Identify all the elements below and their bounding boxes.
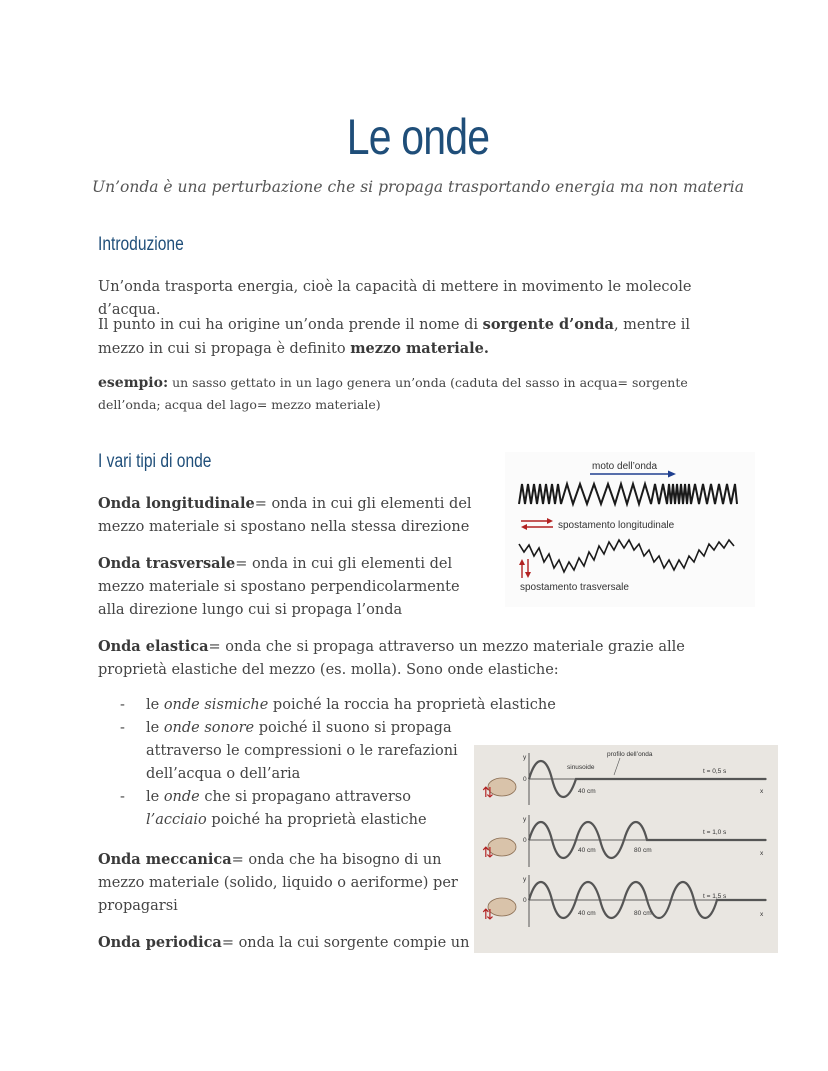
paragraph-onda-longitudinale [98,492,478,539]
text: = onda che si propaga attraverso un mezzo materiale grazie alle proprietà elastiche del mezzo (es. molla). Sono onde elastiche: [98,639,685,678]
up-down-arrow-icon: ⇅ [482,844,494,860]
text: poiché la roccia ha proprietà elastiche [268,697,556,713]
longitudinal-spring [519,484,737,504]
label-40cm: 40 cm [578,788,596,795]
text: le [146,697,164,713]
text: = onda in cui gli elementi del mezzo materiale si spostano perpendicolarmente alla direzione lungo cui si propaga l’onda [98,556,460,618]
label-origin: 0 [523,897,527,904]
term-periodica: Onda periodica [98,934,222,951]
label-origin: 0 [523,837,527,844]
text: le [146,789,164,805]
term-elastica: Onda elastica [98,638,209,655]
label-spostamento-trasversale: spostamento trasversale [520,582,629,593]
label-80cm: 80 cm [634,910,652,917]
label-80cm: 80 cm [634,847,652,854]
italic-term: onde [163,789,200,805]
figure-wave-profile [474,745,778,953]
label-spostamento-longitudinale: spostamento longitudinale [558,520,675,531]
text: = onda che ha bisogno di un mezzo materiale (solido, liquido o aeriforme) per propagarsi [98,852,458,914]
bold-term: sorgente d’onda [482,316,614,333]
term-meccanica: Onda meccanica [98,851,232,868]
label-40cm: 40 cm [578,847,596,854]
list-item [120,694,566,717]
label-sinusoide: sinusoide [567,764,595,771]
arrow-head-icon [521,524,527,530]
wave-row-3 [482,875,767,927]
elastic-waves-list [120,694,556,832]
label-time-3: t = 1,5 s [703,893,727,900]
example-label: esempio: [98,375,169,391]
list-dash: - [120,789,125,805]
italic-term: onde sismiche [163,697,269,713]
up-down-arrow-icon: ⇅ [482,784,494,800]
text: = onda la cui sorgente compie un [221,935,470,951]
label-40cm: 40 cm [578,910,596,917]
arrow-head-icon [668,471,676,478]
paragraph-onda-elastica [98,635,738,682]
label-y: y [523,876,527,883]
term-longitudinale: Onda longitudinale [98,495,255,512]
paragraph-onda-meccanica [98,848,458,918]
arrow-head-icon [525,572,531,578]
label-y: y [523,754,527,761]
wave-types-illustration [505,452,755,607]
label-x: x [760,911,764,918]
wave-row-1 [482,753,767,805]
label-profilo: profilo dell’onda [607,751,653,758]
arrow-head-icon [547,518,553,524]
text: che si propagano attraverso [199,789,411,805]
paragraph-onda-trasversale [98,552,488,622]
label-moto-onda: moto dell’onda [592,461,658,472]
label-x: x [760,788,764,795]
list-dash: - [120,697,125,713]
text: Il punto in cui ha origine un’onda prende il nome di [98,317,483,333]
list-dash: - [120,720,125,736]
italic-term: onde sonore [163,720,255,736]
label-x: x [760,850,764,857]
text: poiché il suono si propaga attraverso le compressioni o le rarefazioni dell’acqua o dell’aria [146,720,458,782]
heading-tipi-di-onde: I vari tipi di onde [98,451,212,472]
example-paragraph [98,372,698,415]
page-subtitle: Un’onda è una perturbazione che si propaga trasportando energia ma non materia [92,178,744,196]
wave-row-2 [482,815,767,867]
list-item [120,717,472,786]
figure-wave-types [505,452,755,607]
paragraph-onda-periodica [98,931,478,955]
intro-paragraph-2 [98,313,738,361]
label-y: y [523,816,527,823]
term-trasversale: Onda trasversale [98,555,236,572]
page-title: Le onde [346,109,490,165]
up-down-arrow-icon: ⇅ [482,906,494,922]
arrow-head-icon [519,559,525,565]
text: , mentre il mezzo in cui si propaga è definito [98,317,691,357]
intro-paragraph-1: Un’onda trasporta energia, cioè la capacità di mettere in movimento le molecole d’acqua. [98,279,692,318]
text: = onda in cui gli elementi del mezzo materiale si spostano nella stessa direzione [98,496,472,535]
example-text: un sasso gettato in un lago genera un’onda (caduta del sasso in acqua= sorgente dell’onda; acqua del lago= mezzo materiale) [98,375,688,412]
label-origin: 0 [523,776,527,783]
text: poiché ha proprietà elastiche [206,812,427,828]
list-item [120,786,472,832]
label-time-1: t = 0,5 s [703,768,727,775]
bold-term: mezzo materiale. [350,340,489,357]
pointer-line [614,758,620,775]
italic-term: l’acciaio [146,812,207,828]
heading-introduzione: Introduzione [98,234,184,255]
label-time-2: t = 1,0 s [703,829,727,836]
transverse-spring [519,540,734,572]
wave-profile-illustration [474,745,778,953]
text: le [146,720,164,736]
